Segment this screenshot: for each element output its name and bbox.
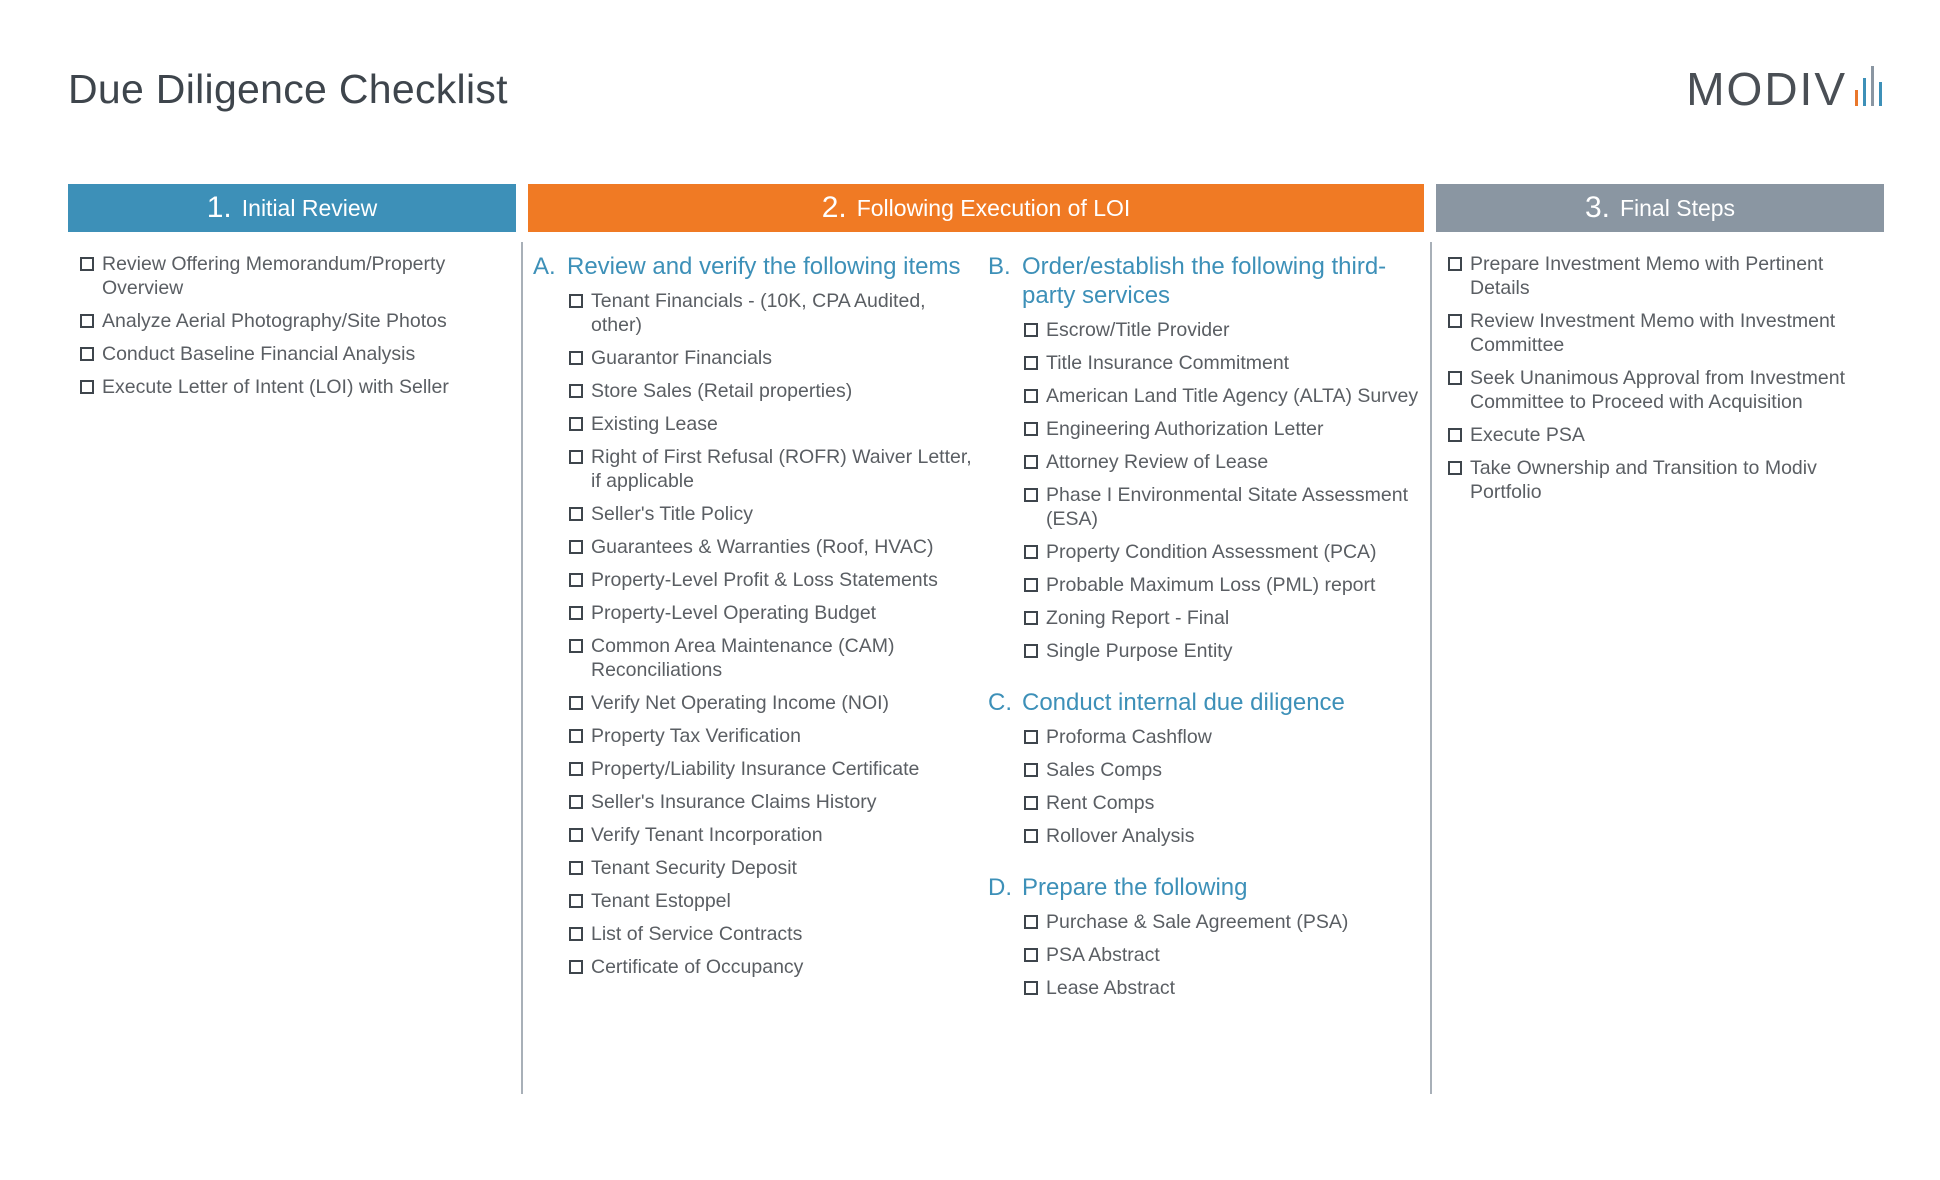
checkbox-icon[interactable] [1024, 644, 1038, 658]
checklist-item-label: Verify Tenant Incorporation [591, 824, 823, 846]
checklist-item [1448, 309, 1878, 357]
checkbox-icon[interactable] [1024, 948, 1038, 962]
checklist-item [1024, 417, 1424, 441]
checkbox-icon[interactable] [569, 861, 583, 875]
checklist-item [1448, 252, 1878, 300]
checklist-item [80, 309, 510, 333]
checklist-item [80, 342, 510, 366]
checklist-item-label: Review Investment Memo with Investment Committee [1470, 310, 1836, 356]
checklist-item [569, 856, 973, 880]
checkbox-icon[interactable] [569, 606, 583, 620]
checklist-item [1024, 910, 1424, 934]
logo-text: MODIV [1686, 63, 1847, 115]
section-a-list [533, 289, 973, 979]
checklist-item-label: Property/Liability Insurance Certificate [591, 758, 920, 780]
checkbox-icon[interactable] [569, 384, 583, 398]
checklist-item-label: Lease Abstract [1046, 977, 1175, 999]
column-title: Following Execution of LOI [856, 194, 1131, 221]
checklist-item-label: Escrow/Title Provider [1046, 319, 1230, 341]
checklist-item [1024, 483, 1424, 531]
checkbox-icon[interactable] [1024, 455, 1038, 469]
column-header-initial-review [68, 184, 516, 232]
checkbox-icon[interactable] [1024, 915, 1038, 929]
checklist-item [1024, 573, 1424, 597]
checklist-item-label: Take Ownership and Transition to Modiv Portfolio [1470, 457, 1817, 503]
checkbox-icon[interactable] [1448, 371, 1462, 385]
checkbox-icon[interactable] [569, 927, 583, 941]
section-letter: D. [988, 874, 1012, 901]
checklist-item [569, 757, 973, 781]
checklist-item-label: Store Sales (Retail properties) [591, 380, 853, 402]
checklist-item-label: Single Purpose Entity [1046, 640, 1233, 662]
column-number: 2. [821, 191, 847, 224]
checkbox-icon[interactable] [1024, 356, 1038, 370]
section-letter: B. [988, 253, 1011, 280]
column-divider [1430, 242, 1432, 1094]
section-c-list [988, 725, 1424, 848]
checklist-item-label: Property Condition Assessment (PCA) [1046, 541, 1377, 563]
checklist-item-label: Tenant Financials - (10K, CPA Audited, other) [591, 290, 926, 336]
checkbox-icon[interactable] [569, 573, 583, 587]
checklist-item-label: Proforma Cashflow [1046, 726, 1212, 748]
checklist-item [569, 445, 973, 493]
checklist-item [1024, 824, 1424, 848]
column-divider [521, 242, 523, 1094]
checklist-item [569, 412, 973, 436]
checklist-item [569, 601, 973, 625]
checklist-item [1024, 943, 1424, 967]
column-title: Final Steps [1619, 194, 1736, 221]
checklist-item-label: Rollover Analysis [1046, 825, 1195, 847]
section-heading [988, 252, 1424, 310]
checklist-item [569, 724, 973, 748]
section-title: Review and verify the following items [567, 253, 961, 280]
checklist-item-label: List of Service Contracts [591, 923, 803, 945]
checklist-item [569, 346, 973, 370]
logo-bar [1863, 78, 1866, 106]
checklist-item-label: Tenant Estoppel [591, 890, 731, 912]
logo-bar [1871, 66, 1874, 106]
checklist-item-label: PSA Abstract [1046, 944, 1160, 966]
checkbox-icon[interactable] [569, 417, 583, 431]
checkbox-icon[interactable] [1024, 422, 1038, 436]
checklist-item [569, 790, 973, 814]
checklist-item [569, 889, 973, 913]
checklist-item [569, 379, 973, 403]
checkbox-icon[interactable] [1448, 428, 1462, 442]
checklist-item [1024, 639, 1424, 663]
checkbox-icon[interactable] [1448, 257, 1462, 271]
page-title: Due Diligence Checklist [68, 66, 508, 112]
checklist-item [569, 691, 973, 715]
section-title: Conduct internal due diligence [1022, 689, 1345, 716]
checklist-item-label: Property-Level Operating Budget [591, 602, 877, 624]
column-header-final-steps [1436, 184, 1884, 232]
section-heading [988, 873, 1424, 902]
checkbox-icon[interactable] [80, 380, 94, 394]
checkbox-icon[interactable] [1024, 323, 1038, 337]
checklist-item-label: Right of First Refusal (ROFR) Waiver Letter, if applicable [591, 446, 972, 492]
logo-bar [1855, 90, 1858, 106]
checklist-item-label: Execute Letter of Intent (LOI) with Seller [102, 376, 449, 398]
checklist-item-label: Seek Unanimous Approval from Investment Committee to Proceed with Acquisition [1470, 367, 1846, 413]
checkbox-icon[interactable] [569, 762, 583, 776]
checklist-item-label: Guarantor Financials [591, 347, 773, 369]
checklist-item-label: Zoning Report - Final [1046, 607, 1230, 629]
checkbox-icon[interactable] [1024, 389, 1038, 403]
checkbox-icon[interactable] [1024, 488, 1038, 502]
section-heading [988, 688, 1424, 717]
sections-b-c-d [988, 252, 1424, 1009]
checklist-item [1024, 758, 1424, 782]
checklist-item-label: Title Insurance Commitment [1046, 352, 1290, 374]
checkbox-icon[interactable] [1024, 611, 1038, 625]
checklist-item-label: Conduct Baseline Financial Analysis [102, 343, 416, 365]
checklist-item-label: American Land Title Agency (ALTA) Survey [1046, 385, 1419, 407]
checklist-item-label: Rent Comps [1046, 792, 1155, 814]
checklist-item-label: Property Tax Verification [591, 725, 801, 747]
checklist-item-label: Phase I Environmental Sitate Assessment (ESA) [1046, 484, 1409, 530]
checklist-item [1024, 606, 1424, 630]
checklist-item [569, 634, 973, 682]
section-b-list [988, 318, 1424, 663]
checkbox-icon[interactable] [1024, 796, 1038, 810]
checklist-item [569, 535, 973, 559]
checklist-item [1448, 423, 1878, 447]
checklist-item [80, 252, 510, 300]
checklist-item-label: Sales Comps [1046, 759, 1162, 781]
checkbox-icon[interactable] [1448, 314, 1462, 328]
column-header-following-loi [528, 184, 1424, 232]
logo-bar [1879, 82, 1882, 106]
checklist-item [80, 375, 510, 399]
checkbox-icon[interactable] [569, 351, 583, 365]
checkbox-icon[interactable] [1024, 981, 1038, 995]
checklist-item-label: Engineering Authorization Letter [1046, 418, 1324, 440]
checkbox-icon[interactable] [80, 257, 94, 271]
checkbox-icon[interactable] [1448, 461, 1462, 475]
checklist-item [569, 289, 973, 337]
section-title: Prepare the following [1022, 874, 1248, 901]
checklist-item [569, 823, 973, 847]
column-number: 1. [206, 191, 232, 224]
checklist-item [1024, 976, 1424, 1000]
checkbox-icon[interactable] [1024, 730, 1038, 744]
checklist-item [569, 955, 973, 979]
checklist-item-label: Review Offering Memorandum/Property Overview [102, 253, 446, 299]
checklist-item-label: Existing Lease [591, 413, 718, 435]
checklist-item [1448, 366, 1878, 414]
checklist-item [1024, 540, 1424, 564]
checklist-item [1024, 351, 1424, 375]
checklist-item-label: Property-Level Profit & Loss Statements [591, 569, 938, 591]
checkbox-icon[interactable] [80, 347, 94, 361]
section-title: Order/establish the following third-party services [1022, 253, 1387, 309]
checklist-item [1024, 791, 1424, 815]
column-number: 3. [1584, 191, 1610, 224]
checkbox-icon[interactable] [569, 729, 583, 743]
checkbox-icon[interactable] [569, 450, 583, 464]
section-letter: A. [533, 253, 556, 280]
checklist-item [1024, 725, 1424, 749]
checklist-item-label: Common Area Maintenance (CAM) Reconciliations [591, 635, 895, 681]
checklist-item-label: Prepare Investment Memo with Pertinent Details [1470, 253, 1824, 299]
checkbox-icon[interactable] [569, 894, 583, 908]
checklist-item [569, 922, 973, 946]
checkbox-icon[interactable] [1024, 763, 1038, 777]
checkbox-icon[interactable] [569, 960, 583, 974]
checkbox-icon[interactable] [569, 639, 583, 653]
column-title: Initial Review [241, 194, 378, 221]
checklist-item-label: Probable Maximum Loss (PML) report [1046, 574, 1376, 596]
checklist-item-label: Execute PSA [1470, 424, 1585, 446]
checklist-item-label: Attorney Review of Lease [1046, 451, 1269, 473]
checkbox-icon[interactable] [1024, 578, 1038, 592]
checkbox-icon[interactable] [1024, 829, 1038, 843]
section-a [533, 252, 973, 988]
checkbox-icon[interactable] [569, 540, 583, 554]
checkbox-icon[interactable] [1024, 545, 1038, 559]
final-steps-list [1448, 252, 1878, 513]
checklist-item-label: Seller's Title Policy [591, 503, 753, 525]
checkbox-icon[interactable] [80, 314, 94, 328]
checklist-item-label: Purchase & Sale Agreement (PSA) [1046, 911, 1349, 933]
checkbox-icon[interactable] [569, 828, 583, 842]
checklist-item-label: Verify Net Operating Income (NOI) [591, 692, 890, 714]
section-heading [533, 252, 973, 281]
checkbox-icon[interactable] [569, 507, 583, 521]
checklist-item [1024, 450, 1424, 474]
checklist-item [1024, 318, 1424, 342]
checklist-item-label: Guarantees & Warranties (Roof, HVAC) [591, 536, 934, 558]
checklist-item [569, 502, 973, 526]
checkbox-icon[interactable] [569, 696, 583, 710]
checklist-item [1448, 456, 1878, 504]
checkbox-icon[interactable] [569, 795, 583, 809]
checklist-item-label: Certificate of Occupancy [591, 956, 804, 978]
checklist-item [1024, 384, 1424, 408]
section-d-list [988, 910, 1424, 1000]
checklist-item-label: Tenant Security Deposit [591, 857, 797, 879]
checkbox-icon[interactable] [569, 294, 583, 308]
section-letter: C. [988, 689, 1012, 716]
modiv-logo [1686, 52, 1882, 115]
logo-bars-icon [1855, 50, 1882, 112]
checklist-item-label: Analyze Aerial Photography/Site Photos [102, 310, 447, 332]
initial-review-list [80, 252, 510, 408]
checklist-item-label: Seller's Insurance Claims History [591, 791, 877, 813]
checklist-item [569, 568, 973, 592]
